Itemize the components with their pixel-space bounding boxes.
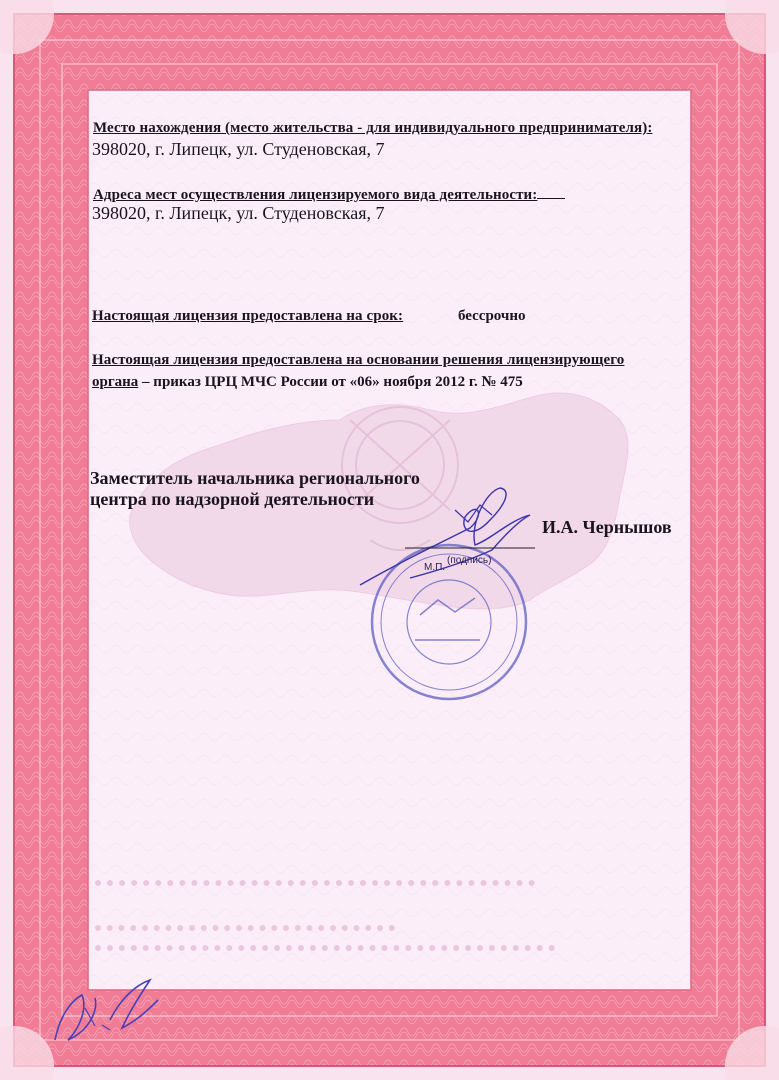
signatory-position-line-1: Заместитель начальника регионального — [90, 468, 420, 488]
signatory-name: И.А. Чернышов — [542, 517, 672, 537]
basis-organ: органа — [92, 374, 139, 390]
basis-line-2 — [92, 374, 523, 391]
address-value: 398020, г. Липецк, ул. Студеновская, 7 — [92, 139, 385, 159]
term-label: Настоящая лицензия предоставлена на срок: — [92, 308, 404, 324]
bleed-through-line-2 — [95, 915, 395, 931]
basis-order: – приказ ЦРЦ МЧС России от «06» ноября 2012 г. № 475 — [138, 374, 523, 390]
activity-places-label — [93, 186, 565, 204]
activity-places-label-text: Адреса мест осуществления лицензируемого вида деятельности: — [93, 187, 538, 203]
signatory-position-line-2: центра по надзорной деятельности — [90, 489, 375, 509]
signature-caption: (подпись) — [447, 555, 492, 566]
basis-line-1: Настоящая лицензия предоставлена на основании решения лицензирующего — [92, 352, 625, 368]
address-label: Место нахождения (место жительства - для индивидуального предпринимателя): — [93, 120, 653, 136]
term-value: бессрочно — [458, 308, 526, 324]
bleed-through-line-3 — [95, 935, 555, 951]
activity-places-value: 398020, г. Липецк, ул. Студеновская, 7 — [92, 203, 385, 223]
stamp-caption: М.П. — [424, 562, 446, 573]
bleed-through-line-1 — [95, 870, 535, 886]
